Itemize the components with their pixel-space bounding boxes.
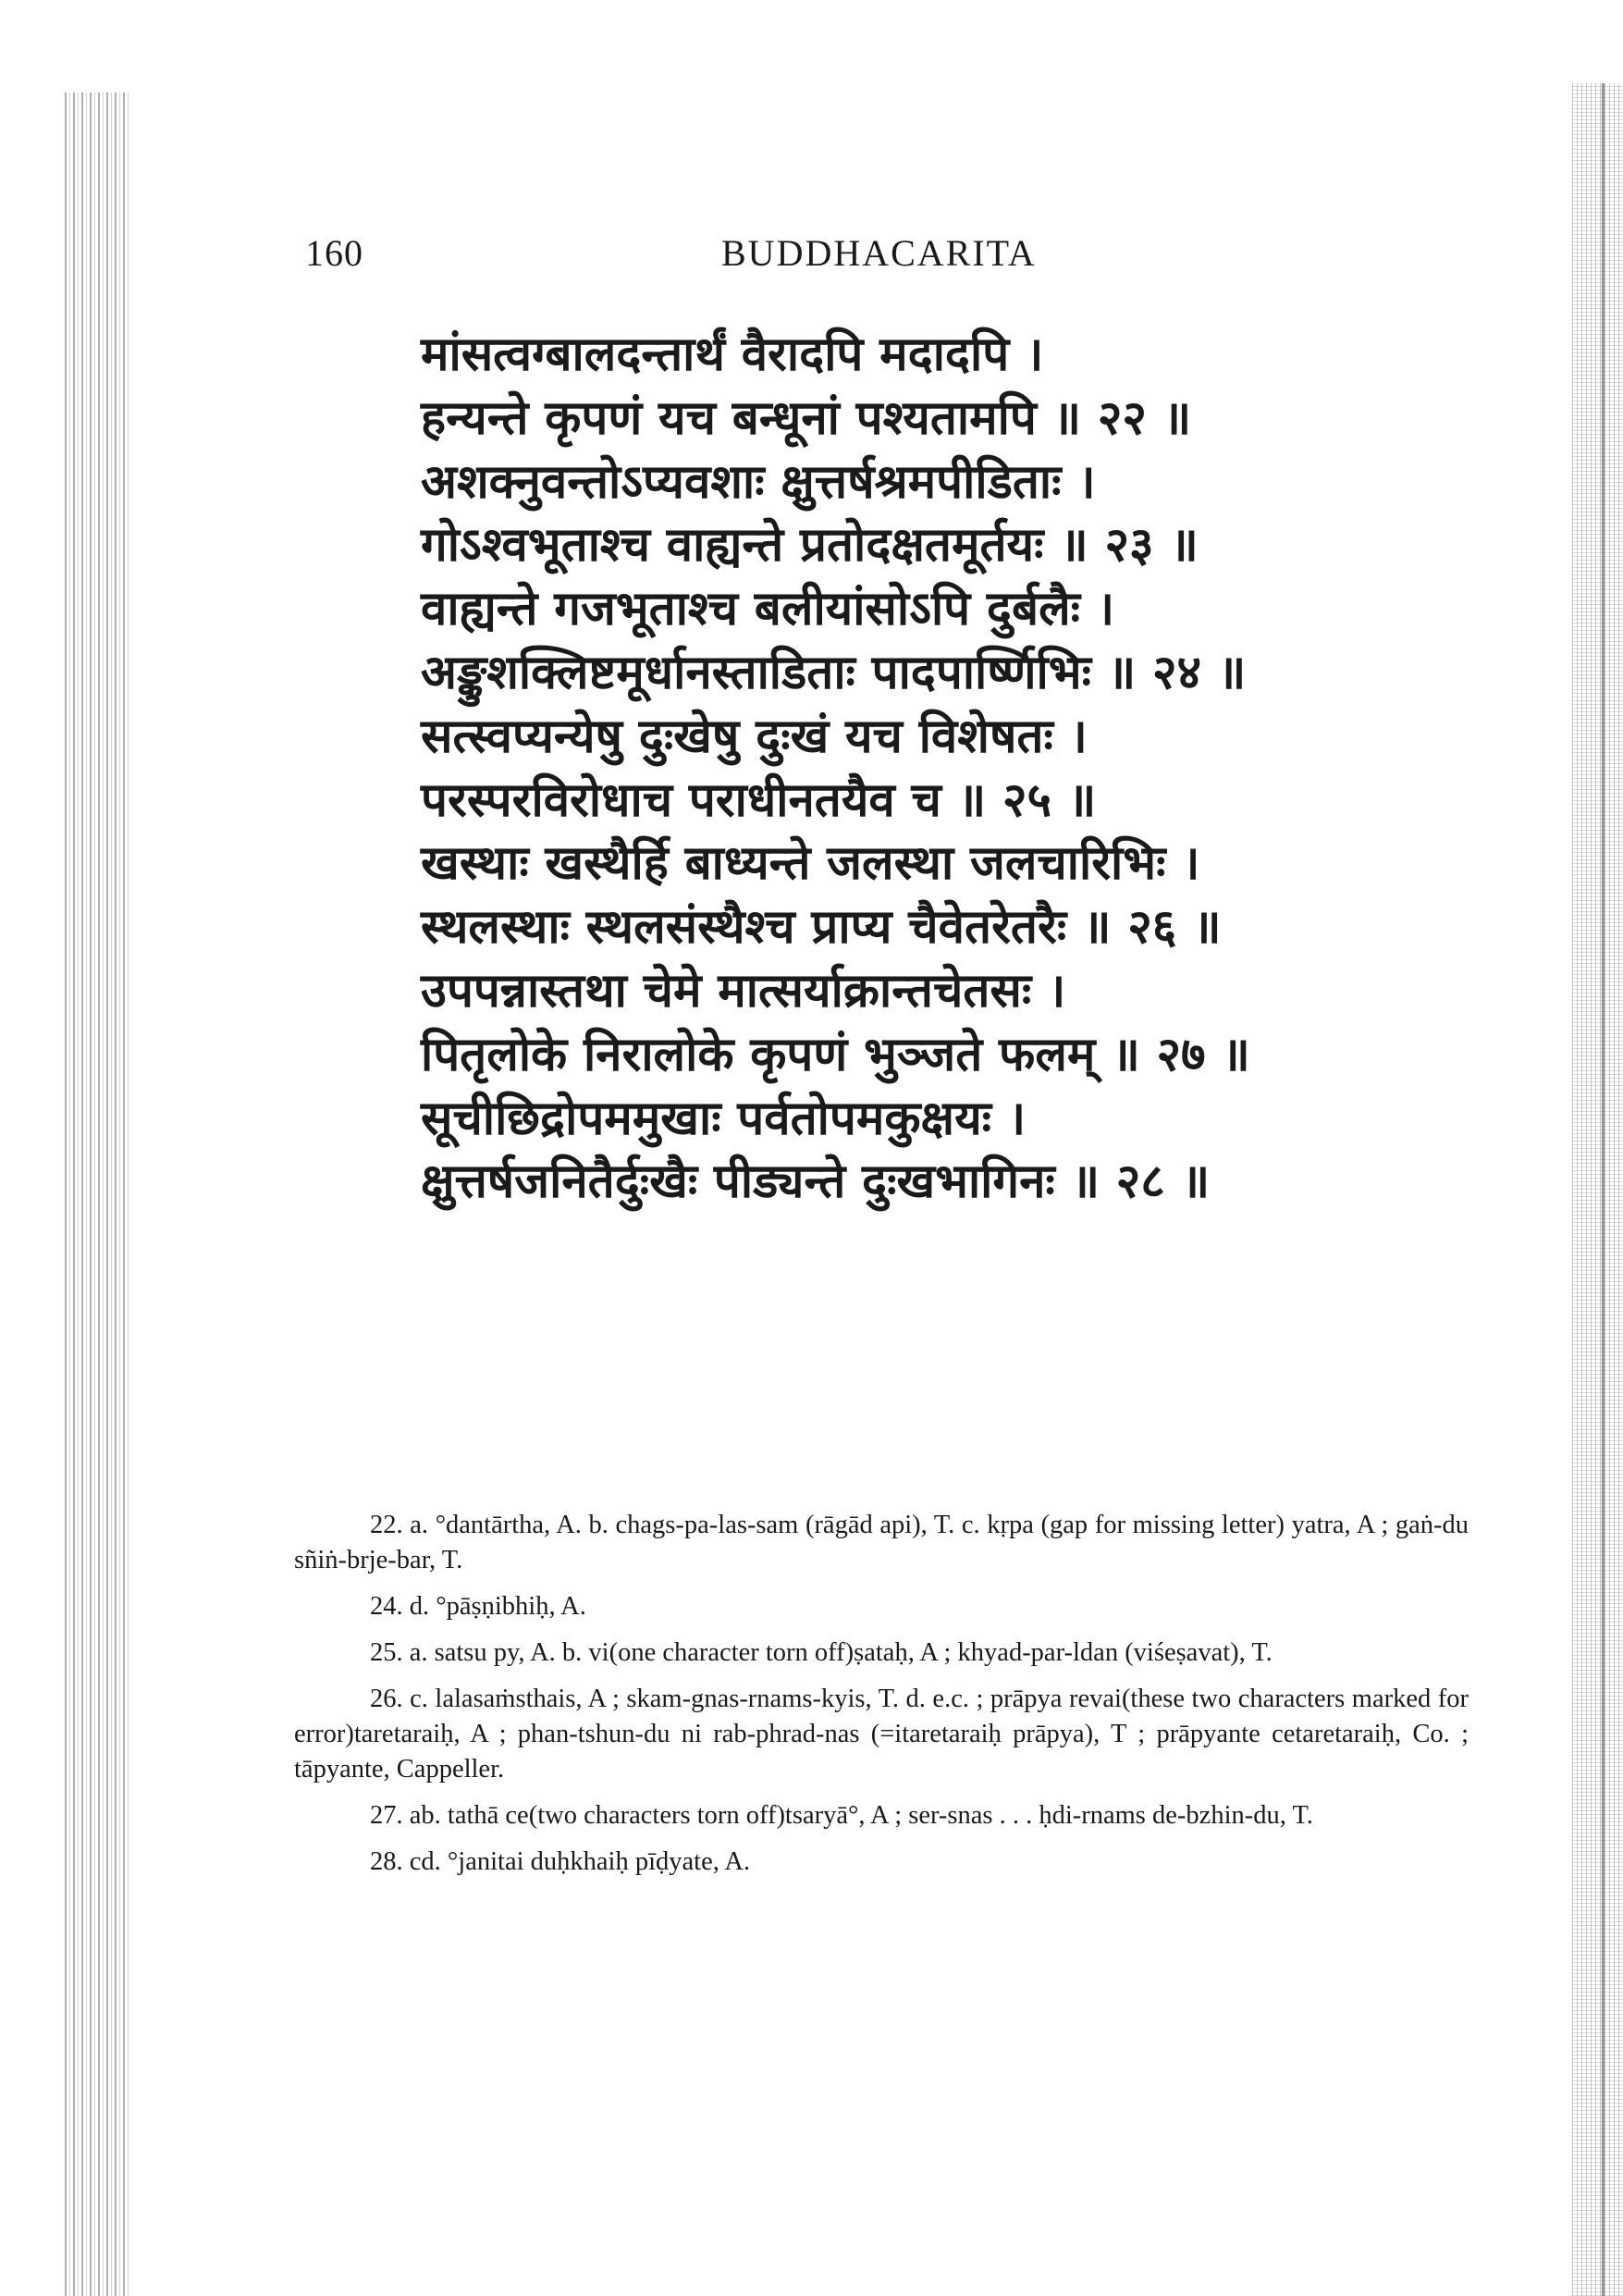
verse-line: सत्स्वप्यन्येषु दुःखेषु दुःखं यच विशेषतः । xyxy=(421,709,1088,764)
page-header xyxy=(305,231,1082,278)
page-number: 160 xyxy=(305,232,363,274)
verse-line: हन्यन्ते कृपणं यच बन्धूनां पश्यतामपि ॥ २२ ॥ xyxy=(421,390,1192,446)
verse-line: अङ्कुशक्लिष्टमूर्धानस्ताडिताः पादपार्ष्णिभिः ॥ २४ ॥ xyxy=(421,645,1247,700)
note-paragraph: 24. d. °pāṣṇibhiḥ, A. xyxy=(370,1592,586,1621)
running-title: BUDDHACARITA xyxy=(721,232,1037,274)
verse-line: उपपन्नास्तथा चेमे मात्सर्याक्रान्तचेतसः । xyxy=(421,963,1066,1018)
note-paragraph: 28. cd. °janitai duḥkhaiḥ pīḍyate, A. xyxy=(370,1847,751,1876)
verse-line: मांसत्वग्बालदन्तार्थं वैरादपि मदादपि । xyxy=(421,327,1044,382)
verse-line: खस्थाः खस्थैर्हि बाध्यन्ते जलस्था जलचारिभिः । xyxy=(421,836,1200,892)
verse-line: अशक्नुवन्तोऽप्यवशाः क्षुत्तर्षश्रमपीडिताः । xyxy=(421,454,1096,510)
verse-line: गोऽश्वभूताश्च वाह्यन्ते प्रतोदक्षतमूर्तयः ॥ २३ ॥ xyxy=(421,518,1199,574)
verse-line: क्षुत्तर्षजनितैर्दुःखैः पीड्यन्ते दुःखभागिनः ॥ २८ ॥ xyxy=(421,1154,1211,1210)
scan-page-edge-line xyxy=(1602,83,1605,2296)
note-paragraph: 22. a. °dantārtha, A. b. chags-pa-las-sam (rāgād api), T. c. kṛpa (gap for missing letter) yatra, A ; gaṅ-du sñiṅ-brje-bar, T. xyxy=(294,1511,1469,1574)
verse-line: परस्परविरोधाच पराधीनतयैव च ॥ २५ ॥ xyxy=(421,772,1097,828)
note-paragraph: 25. a. satsu py, A. b. vi(one character torn off)ṣataḥ, A ; khyad-par-ldan (viśeṣavat), T. xyxy=(370,1638,1273,1667)
note-paragraph: 27. ab. tathā ce(two characters torn off)tsaryā°, A ; ser-snas . . . ḥdi-rnams de-bzhin-du, T. xyxy=(370,1801,1313,1830)
verse-line: स्थलस्थाः स्थलसंस्थैश्च प्राप्य चैवेतरेतरैः ॥ २६ ॥ xyxy=(421,900,1222,956)
critical-notes xyxy=(294,1508,1469,1891)
sanskrit-verses xyxy=(421,324,1392,1215)
verse-line: सूचीछिद्रोपममुखाः पर्वतोपमकुक्षयः । xyxy=(421,1091,1027,1146)
verse-line: पितृलोके निरालोके कृपणं भुञ्जते फलम् ॥ २७ ॥ xyxy=(421,1027,1250,1082)
note-paragraph: 26. c. lalasaṁsthais, A ; skam-gnas-rnams-kyis, T. d. e.c. ; prāpya revai(these two characters marked for error)taretaraiḥ, A ; phan-tshun-du ni rab-phrad-nas (=itaretaraiḥ prāpya), T ; prāpyante cetaretaraiḥ, Co. ; tāpyante, Cappeller. xyxy=(294,1685,1469,1784)
scan-binding-edge-left xyxy=(65,93,129,2296)
scan-page-edge-right xyxy=(1572,83,1623,2296)
verse-line: वाह्यन्ते गजभूताश्च बलीयांसोऽपि दुर्बलैः । xyxy=(421,582,1115,637)
